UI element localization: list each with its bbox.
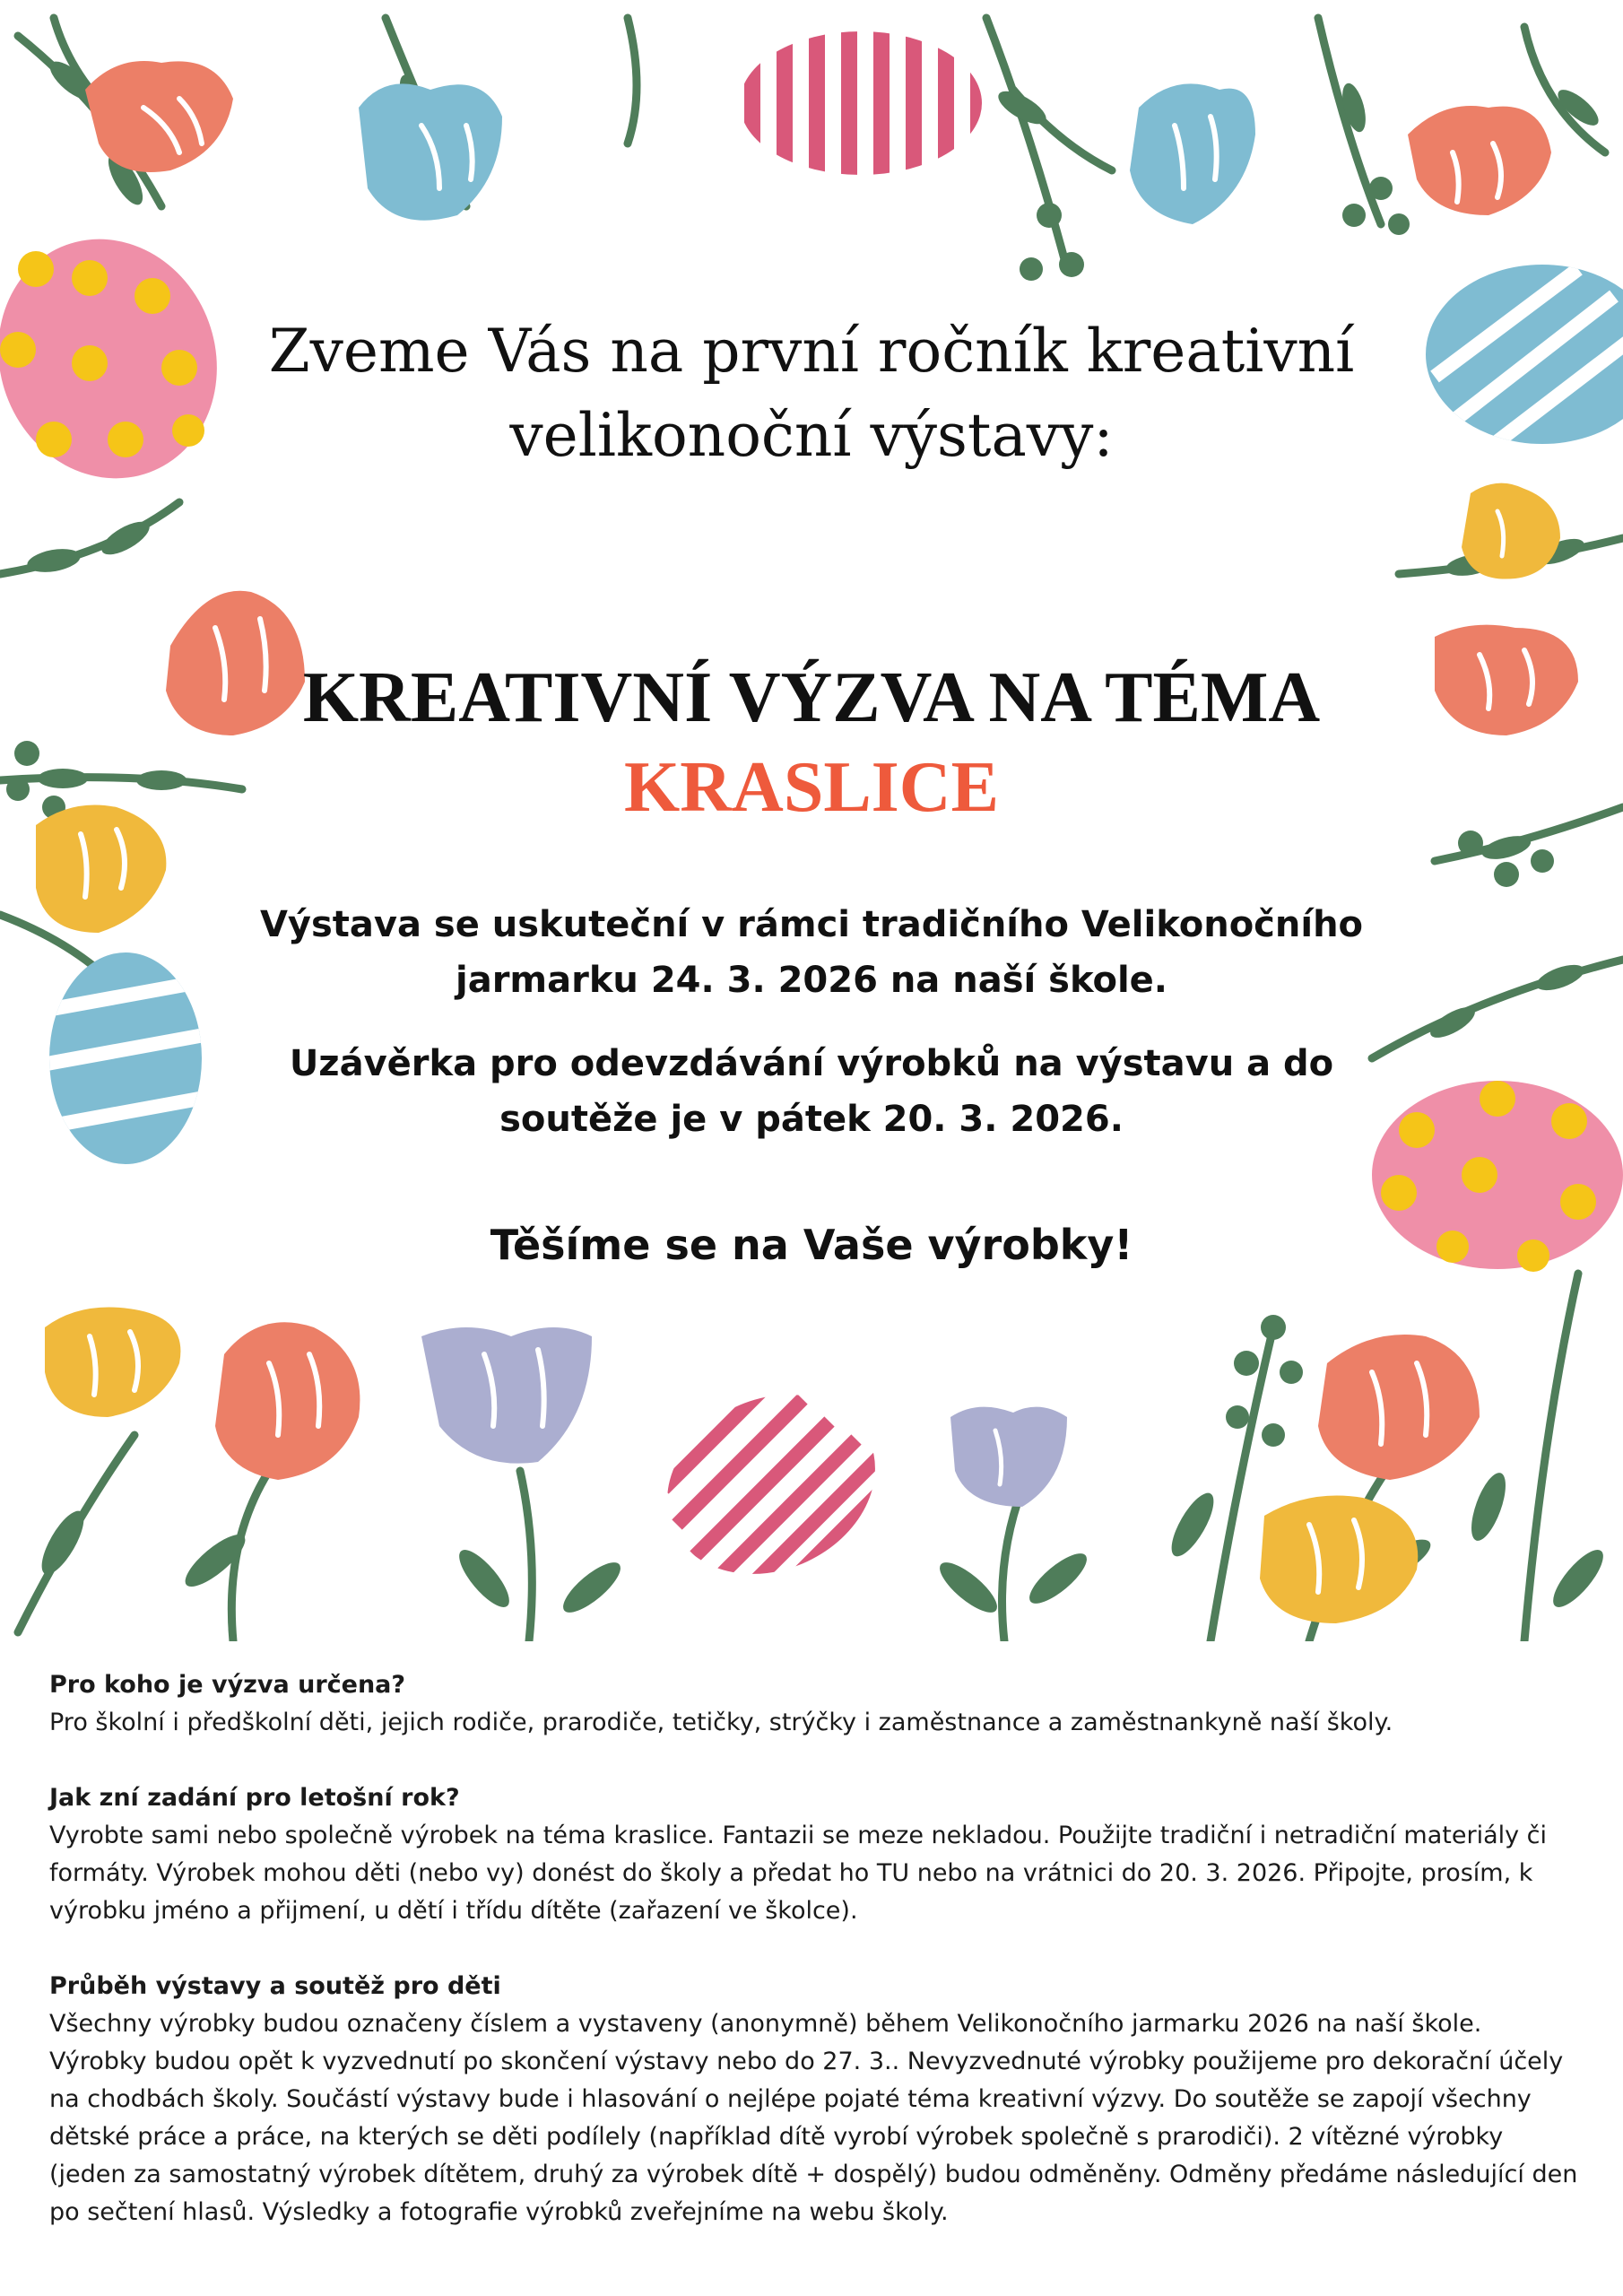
tulip-icon (1130, 83, 1255, 224)
tulip-icon (1435, 625, 1578, 735)
tulip-icon (85, 61, 233, 172)
easter-egg-icon (638, 1361, 905, 1607)
easter-egg-icon (1426, 265, 1623, 448)
tulip-icon (1462, 483, 1560, 579)
tulip-icon (215, 1322, 360, 1480)
info-block-audience (49, 1666, 1583, 1742)
easter-egg-icon (27, 952, 224, 1164)
challenge-title-text: KREATIVNÍ VÝZVA NA TÉMA (302, 658, 1321, 737)
invite-title: Zveme Vás na první ročník kreativní velikonoční výstavy: (268, 317, 1355, 470)
event-text: Výstava se uskuteční v rámci tradičního Velikonočního jarmarku 24. 3. 2026 na naší škole. (259, 904, 1364, 1001)
tulip-icon (1408, 106, 1551, 215)
challenge-title (251, 653, 1372, 832)
info-block-assignment (49, 1779, 1583, 1930)
info-heading: Pro koho je výzva určena? (49, 1671, 406, 1699)
info-section (49, 1666, 1583, 2269)
tulip-icon (45, 1308, 180, 1418)
tulip-icon (1318, 1335, 1480, 1480)
easter-egg-icon (1372, 1081, 1623, 1272)
tulip-icon (421, 1327, 592, 1464)
info-body: Pro školní i předškolní děti, jejich rodiče, prarodiče, tetičky, strýčky i zaměstnance a zaměstnankyně naší školy. (49, 1709, 1393, 1736)
challenge-title-accent: KRASLICE (624, 748, 999, 827)
deadline-text: Uzávěrka pro odevzdávání výrobků na výstavu a do soutěže je v pátek 20. 3. 2026. (289, 1043, 1334, 1140)
info-body: Všechny výrobky budou označeny číslem a vystaveny (anonymně) během Velikonočního jarmarku 2026 na naší škole. Výrobky budou opět k vyzvednutí po skončení výstavy nebo do 27. 3.. Nevyzvednuté výrobky použijeme pro dekorační účely na chodbách školy. Součástí výstavy bude i hlasování o nejlépe pojaté téma kreativní výzvy. Do soutěže se zapojí všechny dětské práce a práce, na kterých se děti podílely (například dítě vyrobí výrobek společně s prarodiči). 2 vítězné výrobky (jeden za samostatný výrobek dítětem, druhý za výrobek dítě + dospělý) budou odměněny. Odměny předáme následující den po sečtení hlasů. Výsledky a fotografie výrobků zveřejníme na webu školy. (49, 2010, 1578, 2226)
info-heading: Průběh výstavy a soutěž pro děti (49, 1972, 501, 2000)
tulip-icon (36, 805, 166, 934)
easter-egg-icon (0, 208, 250, 509)
tulip-icon (359, 83, 502, 220)
tulip-icon (950, 1407, 1067, 1507)
closing-text: Těšíme se na Vaše výrobky! (490, 1221, 1133, 1269)
tulip-icon (1260, 1496, 1418, 1624)
info-block-progress (49, 1968, 1583, 2231)
info-heading: Jak zní zadání pro letošní rok? (49, 1784, 460, 1812)
info-body: Vyrobte sami nebo společně výrobek na téma kraslice. Fantazii se meze nekladou. Použijte tradiční i netradiční materiály či formáty. Výrobek mohou děti (nebo vy) donést do školy a předat ho TU nebo na vrátnici do 20. 3. 2026. Připojte, prosím, k výrobku jméno a přijmení, u dětí i třídu dítěte (zařazení ve školce). (49, 1822, 1548, 1925)
easter-egg-icon (740, 18, 986, 197)
